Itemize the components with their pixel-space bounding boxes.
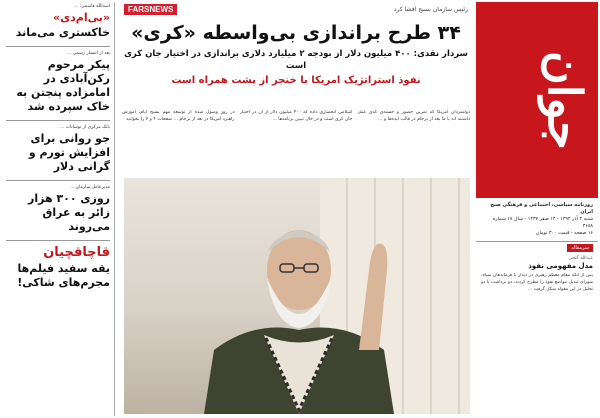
left-story-4[interactable]	[6, 185, 110, 234]
lead-photo[interactable]	[124, 178, 470, 414]
headline: جو روانی برای افزایش تورم و گرانی دلار	[28, 132, 110, 173]
issue-price: ۱۶ صفحه - قیمت ۳۰۰ تومان	[535, 231, 593, 236]
left-story-5[interactable]	[6, 245, 110, 290]
supertitle: رئیس سازمان بسیج افشا کرد	[393, 5, 468, 13]
headline: خاکستری می‌ماند	[15, 26, 110, 39]
masthead	[476, 2, 598, 198]
issue-date: شنبه ۴ آذر ۱۳۹۴ - ۱۴ صفر ۱۴۳۷ - سال ۱۷ شماره ۴۶۸۸	[492, 217, 593, 229]
left-news-column	[2, 2, 115, 416]
divider	[6, 46, 110, 47]
body-column: دولتمردان امریکا که تمرین حضور و حسنه‌ی کدی عمل داشتند اند با ما بعد از برجام در قالب ایده‌ها و ...	[357, 110, 470, 122]
body-column: اسلامی انحصاری داده که ۴۰۰ میلیون دلار از آن در اختیار جان کری است و در حال تبیین برنامه‌ها ...	[239, 110, 353, 122]
editorial-label: سرمقاله	[567, 244, 593, 252]
headline: قاچاقچیان	[43, 245, 110, 260]
headline: پیکر مرحوم رکن‌آبادی در امامزاده پنجتن به خاک سپرده شد	[16, 58, 110, 113]
main-headline[interactable]: ۳۴ طرح براندازی بی‌واسطه «کری»	[131, 22, 461, 44]
editorial-author: عبدالله گنجی	[568, 256, 593, 261]
subheadline: سردار نقدی: ۴۰۰ میلیون دلار از بودجه ۲ میلیارد دلاری براندازی در اختیار جان کری است	[124, 49, 468, 71]
left-story-2[interactable]	[6, 51, 110, 114]
red-headline: نفوذ استراتژیک امریکا با خنجر از پشت همراه است	[171, 75, 421, 86]
body-column: در روزِ وصول شده از توسعه مهم بسیج ایام، آموزش راهبرد امریکا در بعد از برجام ... صفحات ۴ و ۷ را بخوانید	[121, 110, 235, 122]
headline: «بی‌ام‌دی»	[52, 11, 110, 24]
headline: روزی ۳۰۰ هزار زائر به عراق می‌روند	[28, 192, 110, 233]
divider	[6, 120, 110, 121]
speaker-figure	[194, 200, 404, 414]
super-line	[118, 2, 474, 16]
paper-description: روزنامه سیاسی، اجتماعی و فرهنگی صبح ایران	[490, 202, 593, 215]
left-story-3[interactable]	[6, 125, 110, 174]
divider	[6, 240, 110, 241]
body-columns	[122, 110, 470, 178]
editorial-column[interactable]	[476, 232, 598, 416]
kicker: بعد از انتشار رسمی ...	[67, 51, 110, 56]
left-story-1[interactable]	[6, 4, 110, 40]
javan-logo: جوان	[538, 50, 592, 150]
farsnews-logo: FARSNEWS	[124, 4, 177, 15]
divider	[6, 180, 110, 181]
editorial-body: پس از آنکه مقام معظم رهبری در دیدار با فرماندهان سپاه، شورای تبدیل مواضع نفوذ را مطرح کردند، دو برداشت یا دو تحلیل در این مقوله شکل گرفت ...	[481, 273, 593, 292]
headline: یقه سفید فیلم‌ها مجرم‌های شاکی!	[17, 262, 110, 289]
kicker: اسدالله قاسمی: ...	[73, 4, 110, 9]
kicker: بانک مرکزی از نوسانات ...	[60, 125, 110, 130]
editorial-title: مدل مفهومی نفوذ	[528, 262, 593, 270]
lead-story[interactable]	[118, 2, 474, 416]
kicker: مدیرعامل سازمان ...	[70, 185, 110, 190]
